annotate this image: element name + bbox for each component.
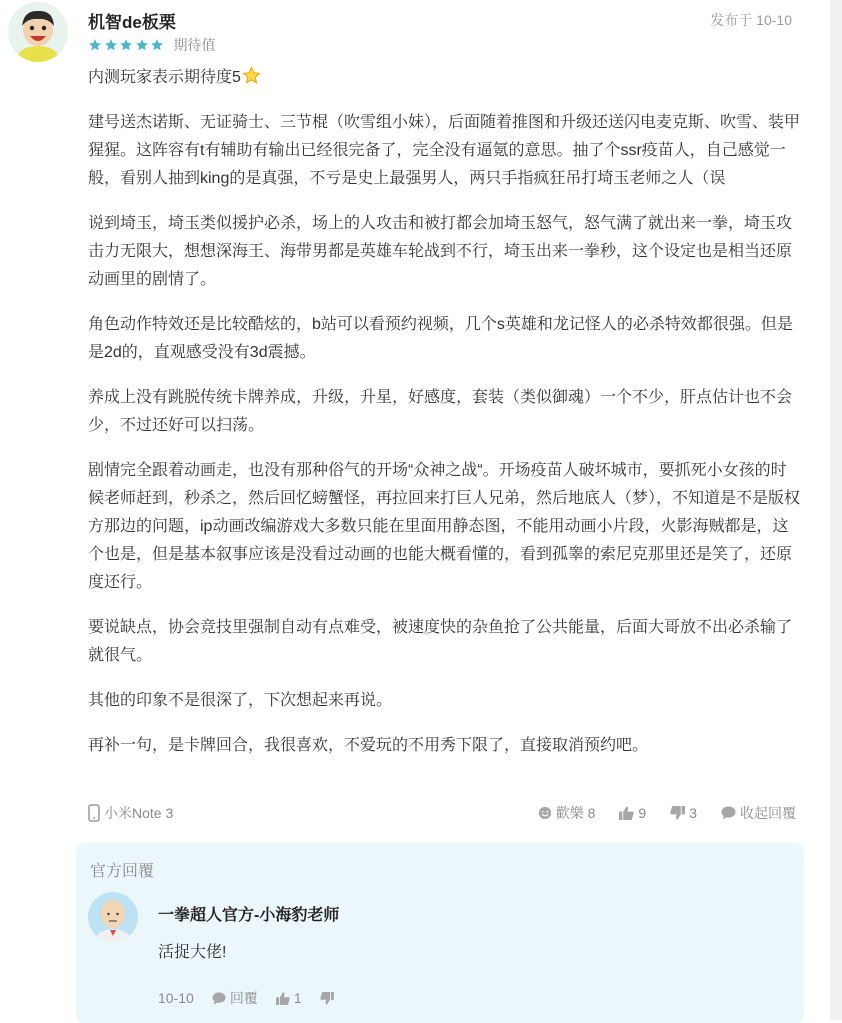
review-paragraph	[88, 64, 800, 92]
official-reply-box	[76, 843, 804, 1023]
review-paragraph-text: 内测玩家表示期待度5	[88, 69, 241, 86]
review-paragraph: 建号送杰诺斯、无证骑士、三节棍（吹雪组小妹），后面随着推图和升级还送闪电麦克斯、吹雪、装甲猩猩。这阵容有t有辅助有输出已经很完备了，完全没有逼氪的意思。抽了个ssr疫苗人，自己感觉一般，看别人抽到king的是真强，不亏是史上最强男人，两只手指疯狂吊打埼玉老师之人（误	[88, 114, 801, 187]
review-body	[88, 64, 800, 777]
review-paragraph: 角色动作特效还是比较酷炫的，b站可以看预约视频，几个s英雄和龙记怪人的必杀特效都很强。但是是2d的，直观感受没有3d震撼。	[88, 316, 793, 361]
smile-icon	[538, 806, 552, 820]
official-name[interactable]: 一拳超人官方-小海豹老师	[158, 907, 340, 924]
review-paragraph: 养成上没有跳脱传统卡牌养成，升级，升星，好感度，套装（类似御魂）一个不少，肝点估计也不会少，不过还好可以扫荡。	[88, 389, 793, 434]
review-paragraph: 剧情完全跟着动画走，也没有那种俗气的开场“众神之战“。开场疫苗人破坏城市，要抓死小女孩的时候老师赶到，秒杀之，然后回忆螃蟹怪，再拉回来打巨人兄弟，然后地底人（梦），不知道是不是版权方那边的问题，ip动画改编游戏大多数只能在里面用静态图，不能用动画小片段，火影海贼都是，这个也是，但是基本叙事应该是没看过动画的也能大概看懂的，看到孤睾的索尼克那里还是笑了，还原度还行。	[88, 462, 801, 591]
official-reply-text: 活捉大佬!	[158, 944, 227, 961]
comment-icon	[721, 806, 736, 820]
review-meta	[88, 803, 800, 829]
star-icon	[135, 38, 149, 52]
rating-label: 期待值	[173, 37, 216, 53]
official-avatar[interactable]	[88, 892, 138, 942]
star-icon	[88, 38, 102, 52]
username[interactable]: 机智de板栗	[88, 13, 176, 32]
official-like-button[interactable]	[276, 990, 302, 1006]
comment-icon	[212, 992, 226, 1005]
device-name: 小米Note 3	[104, 805, 174, 821]
phone-icon	[88, 804, 100, 822]
official-reply-meta	[158, 988, 338, 1008]
review-paragraph: 其他的印象不是很深了，下次想起来再说。	[88, 692, 393, 709]
reply-button[interactable]	[212, 988, 258, 1008]
review-paragraph: 要说缺点，协会竞技里强制自动有点难受，被速度快的杂鱼抢了公共能量，后面大哥放不出必杀输了就很气。	[88, 619, 793, 664]
official-reply-date: 10-10	[158, 990, 194, 1006]
post-timestamp: 发布于 10-10	[710, 12, 792, 28]
review-actions	[514, 803, 796, 823]
user-avatar-image	[8, 2, 68, 62]
star-icon	[104, 38, 118, 52]
thumbs-up-icon	[619, 806, 634, 820]
official-like-count: 1	[293, 990, 302, 1006]
star-emoji-icon	[242, 66, 261, 85]
star-icon	[119, 38, 133, 52]
rating	[88, 35, 216, 55]
official-reply-header: 官方回覆	[90, 863, 155, 880]
review-paragraph: 说到埼玉，埼玉类似援护必杀，场上的人攻击和被打都会加埼玉怒气，怒气满了就出来一拳，埼玉攻击力无限大，想想深海王、海带男都是英雄车轮战到不行，埼玉出来一拳秒，这个设定也是相当还原动画里的剧情了。	[88, 215, 793, 288]
funny-button[interactable]	[538, 803, 596, 823]
collapse-replies-button[interactable]	[721, 803, 796, 823]
dislike-button[interactable]	[670, 805, 697, 821]
official-dislike-button[interactable]	[320, 992, 338, 1005]
star-icon	[150, 38, 164, 52]
dislike-count: 3	[689, 805, 697, 821]
reply-label: 回覆	[229, 990, 258, 1006]
scrollbar[interactable]	[830, 0, 842, 1020]
thumbs-down-icon	[320, 992, 334, 1005]
thumbs-up-icon	[276, 992, 290, 1005]
like-count: 9	[638, 805, 647, 821]
like-button[interactable]	[619, 805, 646, 821]
thumbs-down-icon	[670, 806, 685, 820]
official-avatar-image	[88, 892, 138, 942]
funny-label: 歡樂 8	[555, 805, 596, 821]
device-info	[88, 803, 173, 823]
collapse-replies-label: 收起回覆	[740, 805, 796, 821]
user-avatar[interactable]	[8, 2, 68, 62]
review-paragraph: 再补一句，是卡牌回合，我很喜欢，不爱玩的不用秀下限了，直接取消预约吧。	[88, 737, 649, 754]
